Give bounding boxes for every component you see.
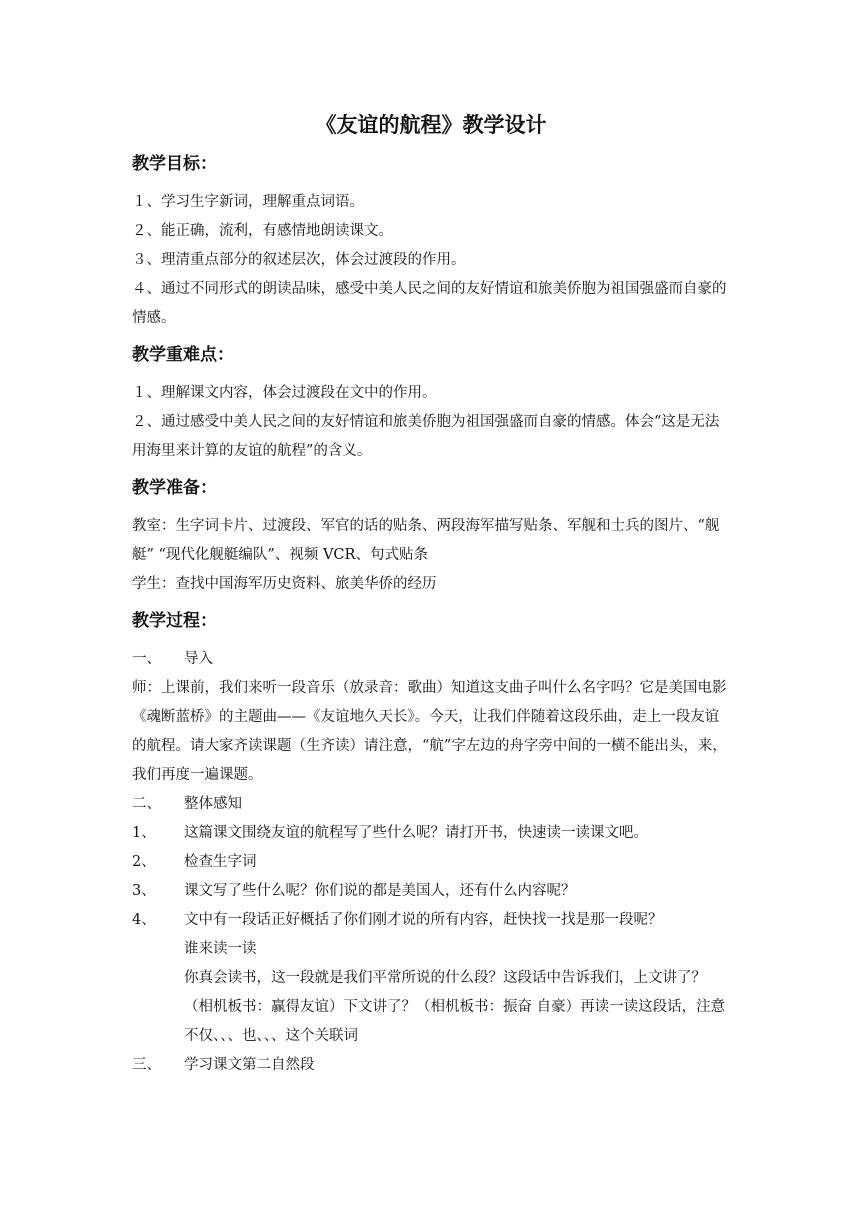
preparation-item: 学生：查找中国海军历史资料、旅美华侨的经历 (132, 576, 437, 592)
numbered-step (132, 877, 730, 906)
process-step-heading (132, 1051, 730, 1080)
step-label: 4、 (132, 912, 156, 928)
goals-heading: 教学目标： (132, 154, 217, 174)
difficulty-item: １、理解课文内容，体会过渡段在文中的作用。 (132, 385, 437, 401)
goal-item: ３、理清重点部分的叙述层次，体会过渡段的作用。 (132, 252, 466, 268)
sub-paragraph: 谁来读一读 (184, 941, 257, 957)
step-label: 一、 (132, 651, 161, 667)
intro-paragraph: 师：上课前，我们来听一段音乐（放录音：歌曲）知道这支曲子叫什么名字吗？它是美国电影《魂断蓝桥》的主题曲——《友谊地久天长》。今天，让我们伴随着这段乐曲，走上一段友谊的航程。请大家齐读课题（生齐读）请注意，“航”字左边的舟字旁中间的一横不能出头，来，我们再度一遍课题。 (132, 680, 727, 783)
step-text: 导入 (184, 651, 213, 667)
goal-item: ４、通过不同形式的朗读品味，感受中美人民之间的友好情谊和旅美侨胞为祖国强盛而自豪的情感。 (132, 281, 727, 326)
step-label: 1、 (132, 825, 156, 841)
goal-item: ２、能正确，流利，有感情地朗读课文。 (132, 223, 393, 239)
process-heading: 教学过程： (132, 611, 217, 631)
step-text: 文中有一段话正好概括了你们刚才说的所有内容，赶快找一找是那一段呢？ (184, 912, 663, 928)
step-label: 2、 (132, 854, 156, 870)
step-text: 这篇课文围绕友谊的航程写了些什么呢？请打开书，快速读一读课文吧。 (184, 825, 648, 841)
step-label: 三、 (132, 1057, 161, 1073)
difficulty-item: ２、通过感受中美人民之间的友好情谊和旅美侨胞为祖国强盛而自豪的情感。体会“这是无法用海里来计算的友谊的航程”的含义。 (132, 414, 720, 459)
goal-item: １、学习生字新词，理解重点词语。 (132, 194, 364, 210)
goals-section (132, 152, 730, 333)
process-step-heading (132, 790, 730, 819)
preparation-heading: 教学准备： (132, 478, 217, 498)
sub-paragraph: 你真会读书，这一段就是我们平常所说的什么段？这段话中告诉我们，上文讲了？（相机板书：赢得友谊）下文讲了？（相机板书：振奋 自豪）再读一读这段话，注意不仅、、、也、、、这个关联词 (184, 970, 726, 1044)
step-text: 学习课文第二自然段 (184, 1057, 315, 1073)
preparation-item: 教室：生字词卡片、过渡段、军官的话的贴条、两段海军描写贴条、军舰和士兵的图片、“舰艇” “现代化舰艇编队”、视频 VCR、句式贴条 (132, 518, 720, 563)
numbered-step (132, 848, 730, 877)
document-title: 《友谊的航程》教学设计 (315, 112, 547, 137)
difficulties-section (132, 343, 730, 466)
numbered-step (132, 819, 730, 848)
document-page (132, 110, 730, 1090)
step-text: 检查生字词 (184, 854, 257, 870)
difficulties-heading: 教学重难点： (132, 345, 234, 365)
preparation-section (132, 476, 730, 599)
step-text: 整体感知 (184, 796, 242, 812)
process-section (132, 609, 730, 1080)
step-text: 课文写了些什么呢？你们说的都是美国人，还有什么内容呢？ (184, 883, 576, 899)
numbered-step (132, 906, 730, 935)
step-label: 二、 (132, 796, 161, 812)
process-step-heading (132, 645, 730, 674)
step-label: 3、 (132, 883, 156, 899)
